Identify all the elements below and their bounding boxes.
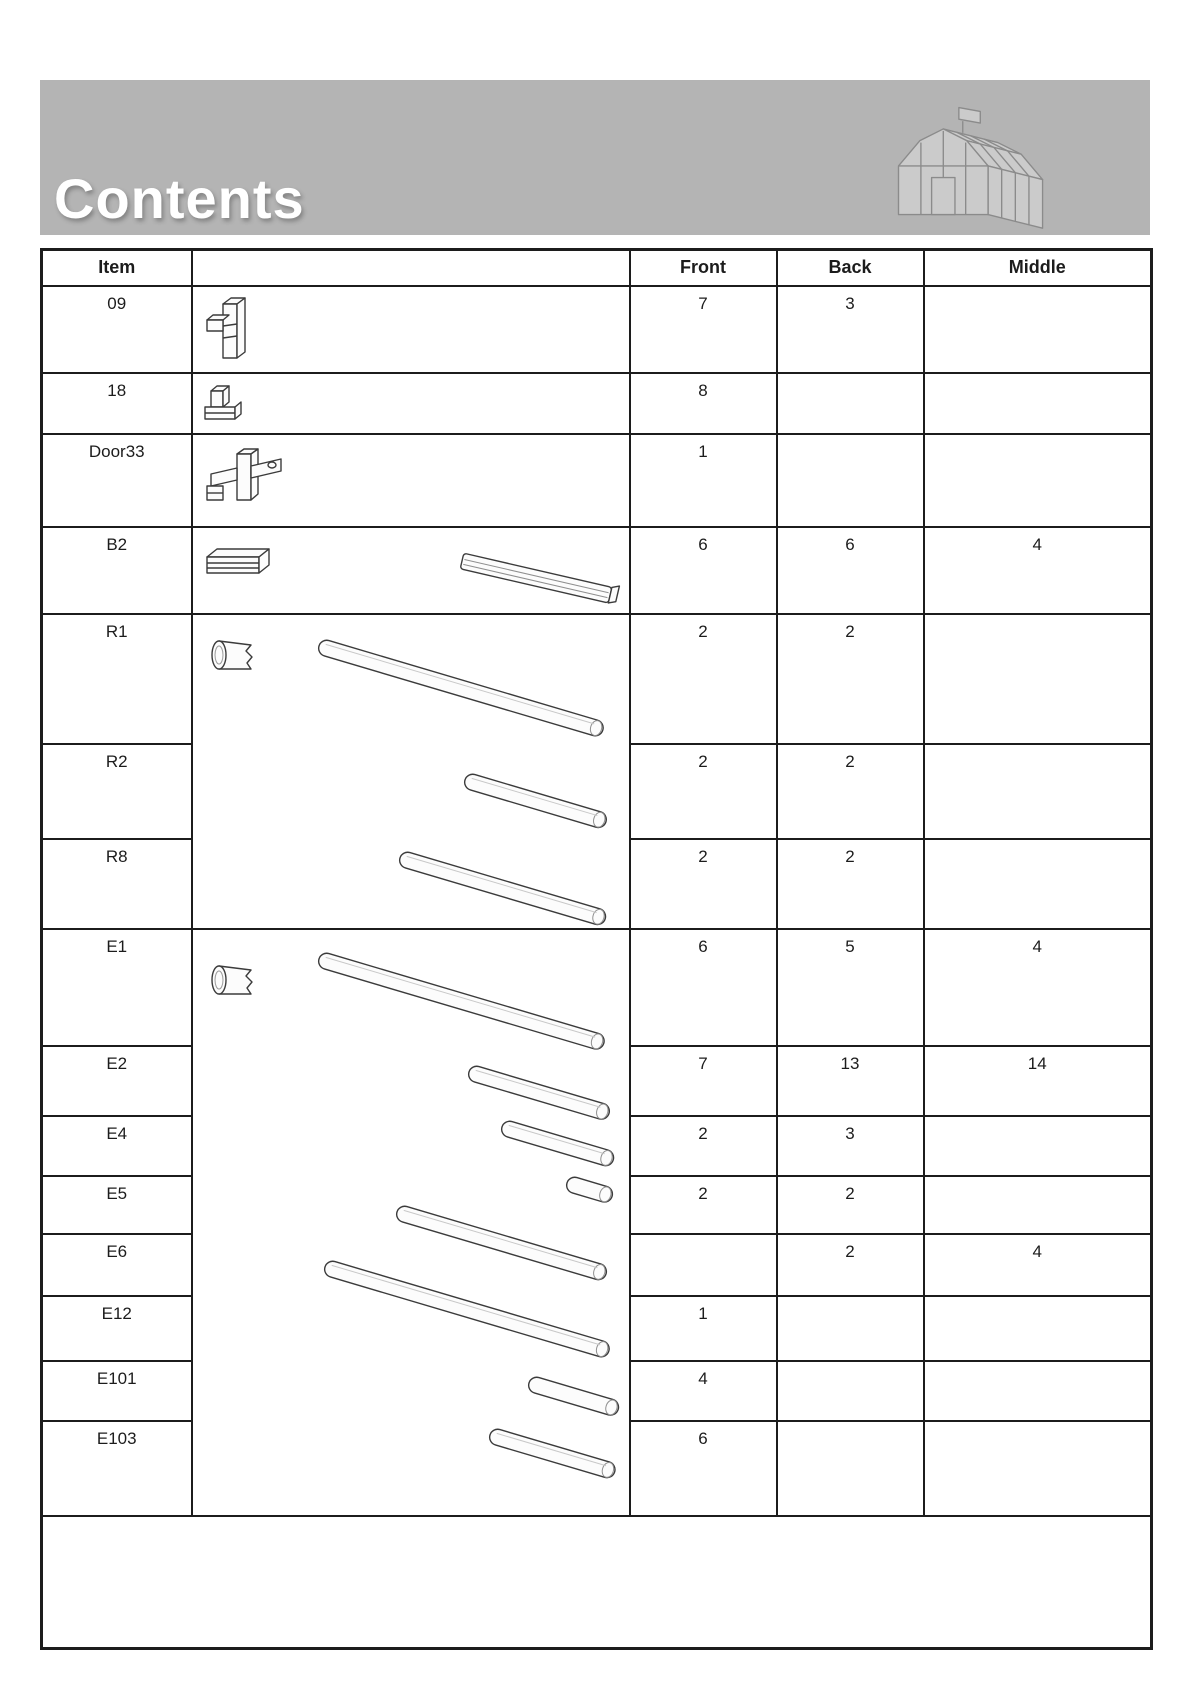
front-count: 1 xyxy=(630,434,777,527)
middle-count xyxy=(924,1296,1152,1361)
r-group-illustration xyxy=(192,614,630,929)
table-row-r1 xyxy=(42,614,1152,744)
greenhouse-icon xyxy=(886,90,1058,236)
parts-table xyxy=(40,248,1153,1650)
middle-count: 14 xyxy=(924,1046,1152,1116)
item-cell: E101 xyxy=(42,1361,192,1421)
header-back: Back xyxy=(777,250,924,286)
middle-count: 4 xyxy=(924,1234,1152,1296)
back-count: 2 xyxy=(777,1176,924,1234)
table-footer-row xyxy=(42,1516,1152,1649)
front-count: 6 xyxy=(630,1421,777,1516)
item-cell: E1 xyxy=(42,929,192,1046)
middle-count xyxy=(924,373,1152,434)
item-cell: E103 xyxy=(42,1421,192,1516)
page-title: Contents xyxy=(54,167,305,230)
back-count: 5 xyxy=(777,929,924,1046)
front-count: 2 xyxy=(630,614,777,744)
front-count: 8 xyxy=(630,373,777,434)
middle-count xyxy=(924,1116,1152,1176)
part-door33-illustration xyxy=(192,434,630,527)
table-row-18 xyxy=(42,373,1152,434)
back-count: 3 xyxy=(777,1116,924,1176)
middle-count: 4 xyxy=(924,527,1152,614)
item-cell: 09 xyxy=(42,286,192,373)
middle-count xyxy=(924,744,1152,839)
table-row-door33 xyxy=(42,434,1152,527)
middle-count xyxy=(924,839,1152,929)
empty-footer-cell xyxy=(42,1516,1152,1649)
front-count: 7 xyxy=(630,1046,777,1116)
middle-count xyxy=(924,1361,1152,1421)
header-item: Item xyxy=(42,250,192,286)
front-count: 2 xyxy=(630,744,777,839)
front-count: 2 xyxy=(630,839,777,929)
front-count: 4 xyxy=(630,1361,777,1421)
header-front: Front xyxy=(630,250,777,286)
contents-banner xyxy=(40,80,1150,235)
middle-count xyxy=(924,434,1152,527)
part-09-illustration xyxy=(192,286,630,373)
front-count: 2 xyxy=(630,1116,777,1176)
middle-count xyxy=(924,1176,1152,1234)
item-cell: B2 xyxy=(42,527,192,614)
front-count: 6 xyxy=(630,929,777,1046)
back-count xyxy=(777,434,924,527)
back-count: 2 xyxy=(777,744,924,839)
middle-count: 4 xyxy=(924,929,1152,1046)
header-illustration xyxy=(192,250,630,286)
part-b2-illustration xyxy=(192,527,630,614)
table-header-row xyxy=(42,250,1152,286)
item-cell: Door33 xyxy=(42,434,192,527)
back-count: 6 xyxy=(777,527,924,614)
item-cell: E2 xyxy=(42,1046,192,1116)
middle-count xyxy=(924,614,1152,744)
back-count: 13 xyxy=(777,1046,924,1116)
front-count: 2 xyxy=(630,1176,777,1234)
item-cell: E6 xyxy=(42,1234,192,1296)
back-count xyxy=(777,1296,924,1361)
front-count: 1 xyxy=(630,1296,777,1361)
back-count: 2 xyxy=(777,839,924,929)
middle-count xyxy=(924,1421,1152,1516)
e-group-illustration xyxy=(192,929,630,1516)
back-count: 3 xyxy=(777,286,924,373)
part-18-illustration xyxy=(192,373,630,434)
back-count xyxy=(777,373,924,434)
back-count xyxy=(777,1361,924,1421)
middle-count xyxy=(924,286,1152,373)
front-count: 6 xyxy=(630,527,777,614)
header-middle: Middle xyxy=(924,250,1152,286)
front-count xyxy=(630,1234,777,1296)
front-count: 7 xyxy=(630,286,777,373)
item-cell: 18 xyxy=(42,373,192,434)
back-count: 2 xyxy=(777,614,924,744)
item-cell: E12 xyxy=(42,1296,192,1361)
back-count xyxy=(777,1421,924,1516)
item-cell: R2 xyxy=(42,744,192,839)
item-cell: R8 xyxy=(42,839,192,929)
item-cell: E4 xyxy=(42,1116,192,1176)
table-row-e1 xyxy=(42,929,1152,1046)
item-cell: R1 xyxy=(42,614,192,744)
item-cell: E5 xyxy=(42,1176,192,1234)
table-row-09 xyxy=(42,286,1152,373)
back-count: 2 xyxy=(777,1234,924,1296)
table-row-b2 xyxy=(42,527,1152,614)
